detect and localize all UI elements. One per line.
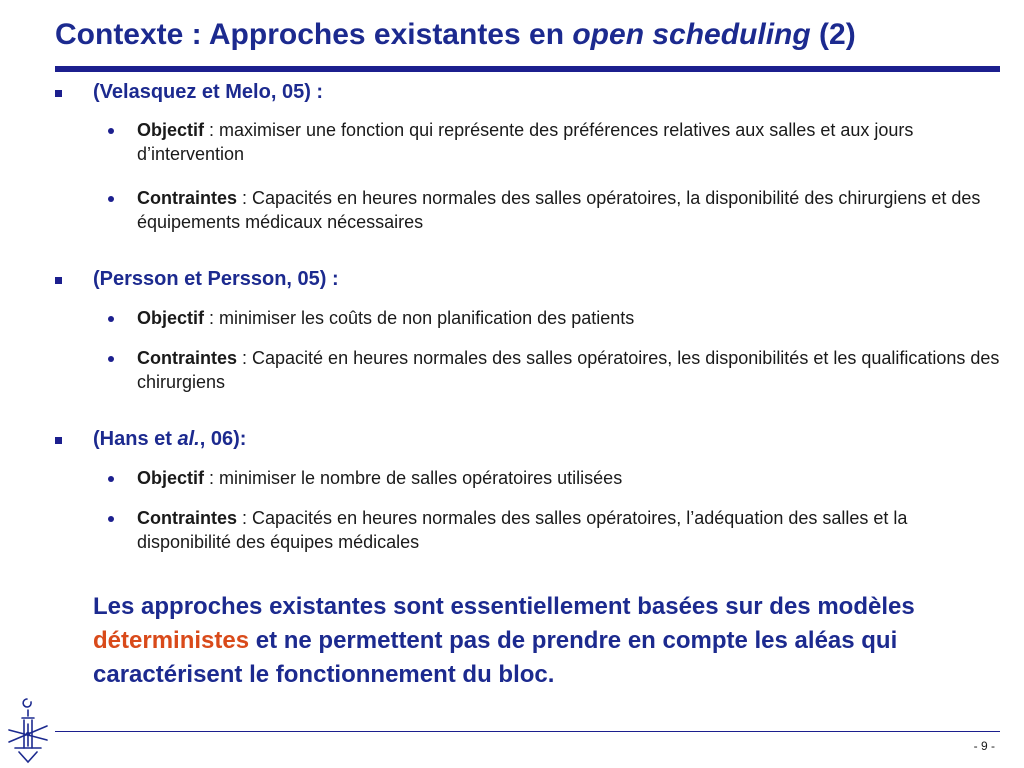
title-suffix: (2)	[810, 18, 856, 51]
item-label: Objectif	[137, 120, 205, 140]
item-text: : Capacités en heures normales des salles opératoires, l’adéquation des salles et la disponibilité des équipes médicales	[137, 508, 908, 552]
list-item-constraints	[55, 186, 1000, 234]
item-text: : Capacités en heures normales des salles opératoires, la disponibilité des chirurgiens et des équipements médicaux nécessaires	[137, 188, 981, 232]
list-item-objective	[55, 306, 1000, 330]
section-heading-post: , 06):	[199, 428, 247, 450]
list-item-objective	[55, 118, 1000, 166]
conclusion-post: et ne permettent pas de prendre en compte les aléas qui caractérisent le fonctionnement du bloc.	[93, 627, 898, 688]
school-logo-icon	[5, 696, 51, 764]
square-bullet-icon	[55, 277, 62, 284]
round-bullet-icon	[108, 356, 114, 362]
round-bullet-icon	[108, 516, 114, 522]
section-persson	[55, 265, 1000, 394]
section-heading	[55, 265, 1000, 293]
conclusion-paragraph	[55, 590, 1000, 692]
section-hans	[55, 425, 1000, 554]
square-bullet-icon	[55, 90, 62, 97]
footer-rule	[55, 731, 1000, 732]
page-number: - 9 -	[973, 739, 995, 753]
title-rule	[55, 66, 1000, 72]
list-item-objective	[55, 466, 1000, 490]
section-heading-text: (Persson et Persson, 05) :	[93, 268, 339, 290]
item-label: Contraintes	[137, 348, 238, 368]
title-emphasis: open scheduling	[572, 18, 811, 51]
item-label: Objectif	[137, 468, 205, 488]
section-heading-pre: (Hans et	[93, 428, 178, 450]
section-heading-em: al.	[177, 428, 200, 450]
slide-title	[55, 18, 856, 52]
round-bullet-icon	[108, 128, 114, 134]
section-velasquez	[55, 78, 1000, 234]
conclusion-pre: Les approches existantes sont essentiellement basées sur des modèles	[93, 593, 915, 620]
section-heading	[55, 425, 1000, 453]
section-heading-text: (Velasquez et Melo, 05) :	[93, 81, 324, 103]
title-prefix: Contexte : Approches existantes en	[55, 18, 573, 51]
item-label: Objectif	[137, 308, 205, 328]
item-text: : maximiser une fonction qui représente des préférences relatives aux salles et aux jours d’intervention	[137, 120, 914, 164]
round-bullet-icon	[108, 316, 114, 322]
list-item-constraints	[55, 346, 1000, 394]
list-item-constraints	[55, 506, 1000, 554]
item-label: Contraintes	[137, 188, 238, 208]
slide-content	[55, 78, 1000, 692]
round-bullet-icon	[108, 476, 114, 482]
item-text: : Capacité en heures normales des salles opératoires, les disponibilités et les qualifications des chirurgiens	[137, 348, 1000, 392]
round-bullet-icon	[108, 196, 114, 202]
square-bullet-icon	[55, 437, 62, 444]
section-heading	[55, 78, 1000, 106]
item-text: : minimiser les coûts de non planification des patients	[204, 308, 635, 328]
conclusion-highlight: déterministes	[93, 627, 250, 654]
item-text: : minimiser le nombre de salles opératoires utilisées	[204, 468, 623, 488]
item-label: Contraintes	[137, 508, 238, 528]
